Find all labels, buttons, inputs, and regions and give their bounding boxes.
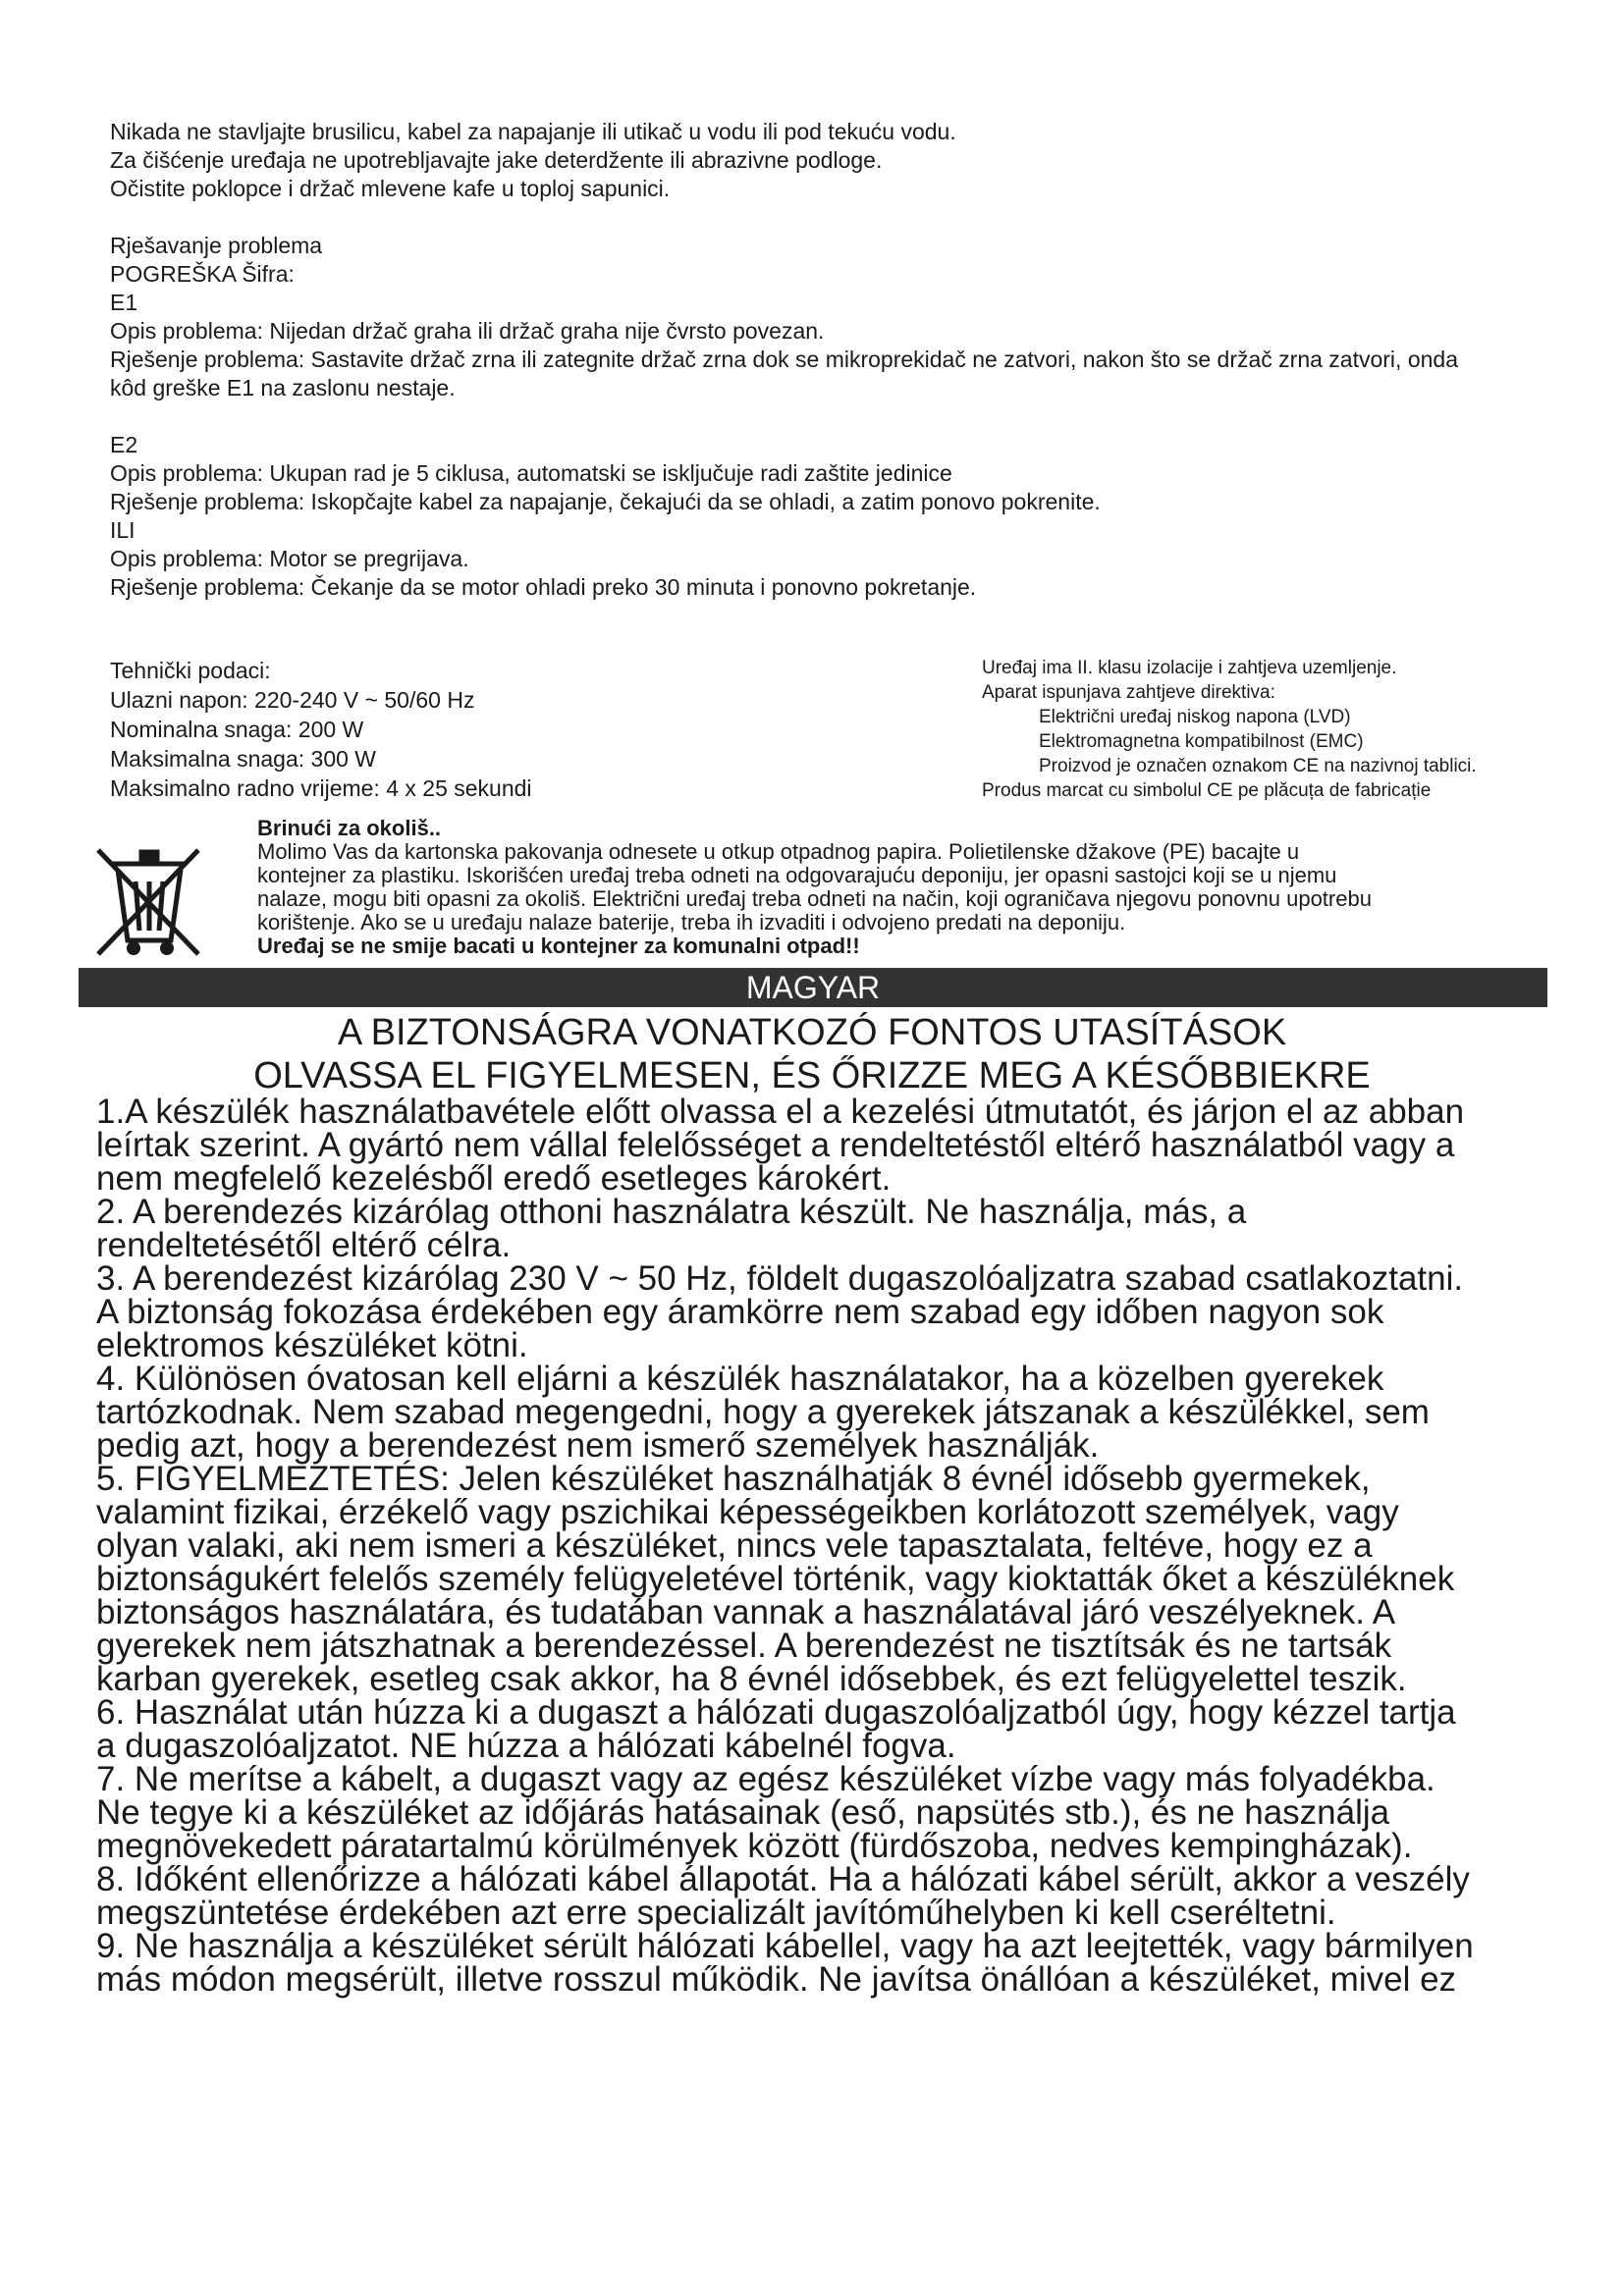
hu-line: tartózkodnak. Nem szabad megengedni, hogy a gyerekek játszanak a készülékkel, sem xyxy=(96,1393,1430,1431)
compliance-info xyxy=(982,656,1571,803)
care-line: Očistite poklopce i držač mlevene kafe u toploj sapunici. xyxy=(110,176,671,201)
hu-line: leírtak szerint. A gyártó nem vállal felelősséget a rendeltetéstől eltérő használatból vagy a xyxy=(96,1126,1455,1164)
disposal-warning: Uređaj se ne smije bacati u kontejner za komunalni otpad!! xyxy=(257,934,860,958)
care-and-troubleshooting xyxy=(110,118,1543,602)
spec-line: Maksimalna snaga: 300 W xyxy=(110,746,377,772)
hu-line: megszüntetése érdekében azt erre specializált javítóműhelyben ki kell cseréltetni. xyxy=(96,1894,1336,1932)
directive-emc: Elektromagnetna kompatibilnost (EMC) xyxy=(1039,731,1364,752)
insulation-class: Uređaj ima II. klasu izolacije i zahtjeva uzemljenje. xyxy=(982,658,1397,678)
environment-heading: Brinući za okoliš.. xyxy=(257,816,442,840)
e2-description-2: Opis problema: Motor se pregrijava. xyxy=(110,546,469,571)
environment-line: kontejner za plastiku. Iskorišćen uređaj treba odneti na odgovarajuću deponiju, jer opasni sastojci koji se u njemu xyxy=(257,863,1337,887)
care-line: Nikada ne stavljajte brusilicu, kabel za napajanje ili utikač u vodu ili pod tekuću vodu. xyxy=(110,119,956,144)
e1-description: Opis problema: Nijedan držač graha ili držač graha nije čvrsto povezan. xyxy=(110,318,825,344)
hu-title-line-2: OLVASSA EL FIGYELMESEN, ÉS ŐRIZZE MEG A KÉSŐBBIEKRE xyxy=(253,1055,1371,1096)
e2-description: Opis problema: Ukupan rad je 5 ciklusa, automatski se isključuje radi zaštite jedinice xyxy=(110,460,952,486)
hu-line: megnövekedett páratartalmú körülmények között (fürdőszoba, nedves kempingházak). xyxy=(96,1827,1413,1865)
hu-line: más módon megsérült, illetve rosszul működik. Ne javítsa önállóan a készüléket, mivel ez xyxy=(96,1960,1457,1999)
technical-specs xyxy=(110,656,738,803)
hu-line: 9. Ne használja a készüléket sérült hálózati kábellel, vagy ha azt leejtették, vagy bármilyen xyxy=(96,1927,1474,1965)
troubleshooting-heading: Rješavanje problema xyxy=(110,233,323,258)
environment-notice xyxy=(79,817,1591,964)
e1-solution-cont: kôd greške E1 na zaslonu nestaje. xyxy=(110,375,456,400)
directives-heading: Aparat ispunjava zahtjeve direktiva: xyxy=(982,682,1275,703)
directive-lvd: Električni uređaj niskog napona (LVD) xyxy=(1039,707,1351,727)
hu-line: 3. A berendezést kizárólag 230 V ~ 50 Hz, földelt dugaszolóaljzatra szabad csatlakoztatni. xyxy=(96,1259,1464,1298)
hu-line: gyerekek nem játszhatnak a berendezéssel. A berendezést ne tisztítsák és ne tartsák xyxy=(96,1627,1392,1665)
care-line: Za čišćenje uređaja ne upotrebljavajte jake deterdžente ili abrazivne podloge. xyxy=(110,147,883,173)
hu-line: olyan valaki, aki nem ismeri a készüléket, nincs vele tapasztalata, feltéve, hogy ez a xyxy=(96,1526,1373,1565)
error-code-e1: E1 xyxy=(110,290,138,315)
hu-line: 6. Használat után húzza ki a dugaszt a hálózati dugaszolóaljzatból úgy, hogy kézzel tartja xyxy=(96,1693,1456,1732)
spec-line: Ulazni napon: 220-240 V ~ 50/60 Hz xyxy=(110,687,475,713)
hu-line: karban gyerekek, esetleg csak akkor, ha 8 évnél idősebbek, és ezt felügyelettel teszik. xyxy=(96,1660,1407,1698)
hu-line: 2. A berendezés kizárólag otthoni használatra készült. Ne használja, más, a xyxy=(96,1193,1247,1231)
hu-line: nem megfelelő kezelésből eredő esetleges károkért. xyxy=(96,1159,892,1198)
environment-line: nalaze, mogu biti opasni za okoliš. Električni uređaj treba odneti na način, koji ograničava njegovu ponovnu upotrebu xyxy=(257,886,1372,911)
hu-line: elektromos készüléket kötni. xyxy=(96,1326,528,1364)
hu-safety-instructions xyxy=(96,1095,1569,1997)
e2-solution-2: Rješenje problema: Čekanje da se motor ohladi preko 30 minuta i ponovno pokretanje. xyxy=(110,574,977,600)
hu-line: biztonságukért felelős személy felügyeletével történik, vagy kioktatták őket a készüléknek xyxy=(96,1560,1455,1598)
crossed-out-wheelie-bin-icon xyxy=(79,838,218,986)
hu-line: a dugaszolóaljzatot. NE húzza a hálózati kábelnél fogva. xyxy=(96,1727,956,1765)
error-code-label: POGREŠKA Šifra: xyxy=(110,261,295,287)
hu-line: A biztonság fokozása érdekében egy áramkörre nem szabad egy időben nagyon sok xyxy=(96,1293,1384,1331)
hu-line: 7. Ne merítse a kábelt, a dugaszt vagy az egész készüléket vízbe vagy más folyadékba. xyxy=(96,1760,1435,1798)
hu-line: pedig azt, hogy a berendezést nem ismerő személyek használják. xyxy=(96,1426,1100,1465)
spec-line: Nominalna snaga: 200 W xyxy=(110,717,364,742)
hu-line: 5. FIGYELMEZTETÉS: Jelen készüléket használhatják 8 évnél idősebb gyermekek, xyxy=(96,1460,1371,1498)
error-code-e2: E2 xyxy=(110,432,138,457)
ce-marking-ro: Produs marcat cu simbolul CE pe plăcuța de fabricație xyxy=(982,780,1432,801)
spec-line: Maksimalno radno vrijeme: 4 x 25 sekundi xyxy=(110,775,532,801)
e2-solution: Rješenje problema: Iskopčajte kabel za napajanje, čekajući da se ohladi, a zatim ponovo pokrenite. xyxy=(110,489,1101,514)
hu-title-line-1: A BIZTONSÁGRA VONATKOZÓ FONTOS UTASÍTÁSOK xyxy=(337,1012,1287,1053)
hu-line: 1.A készülék használatbavétele előtt olvassa el a kezelési útmutatót, és járjon el az abban xyxy=(96,1093,1465,1131)
hu-line: valamint fizikai, érzékelő vagy pszichikai képességeikben korlátozott személyek, vagy xyxy=(96,1493,1399,1531)
e1-solution: Rješenje problema: Sastavite držač zrna ili zategnite držač zrna dok se mikroprekidač ne zatvori, nakon što se držač zrna zatvori, onda xyxy=(110,347,1458,372)
hu-line: 4. Különösen óvatosan kell eljárni a készülék használatakor, ha a közelben gyerekek xyxy=(96,1360,1384,1398)
specs-heading: Tehnički podaci: xyxy=(110,658,271,683)
or-separator: ILI xyxy=(110,517,135,543)
hu-line: 8. Időként ellenőrizze a hálózati kábel állapotát. Ha a hálózati kábel sérült, akkor a veszély xyxy=(96,1860,1470,1898)
environment-line: Molimo Vas da kartonska pakovanja odnesete u otkup otpadnog papira. Polietilenske džakove (PE) bacajte u xyxy=(257,839,1300,864)
hu-safety-title xyxy=(0,1011,1624,1097)
hu-line: Ne tegye ki a készüléket az időjárás hatásainak (eső, napsütés stb.), és ne használja xyxy=(96,1793,1390,1832)
hu-line: rendeltetésétől eltérő célra. xyxy=(96,1226,512,1264)
environment-line: korištenje. Ako se u uređaju nalaze baterije, treba ih izvaditi i odvojeno predati na deponiju. xyxy=(257,910,1126,934)
hu-line: biztonságos használatára, és tudatában vannak a használatával járó veszélyeknek. A xyxy=(96,1593,1396,1631)
language-section-bar: MAGYAR xyxy=(79,968,1547,1007)
ce-marking: Proizvod je označen oznakom CE na nazivnoj tablici. xyxy=(1039,756,1477,776)
